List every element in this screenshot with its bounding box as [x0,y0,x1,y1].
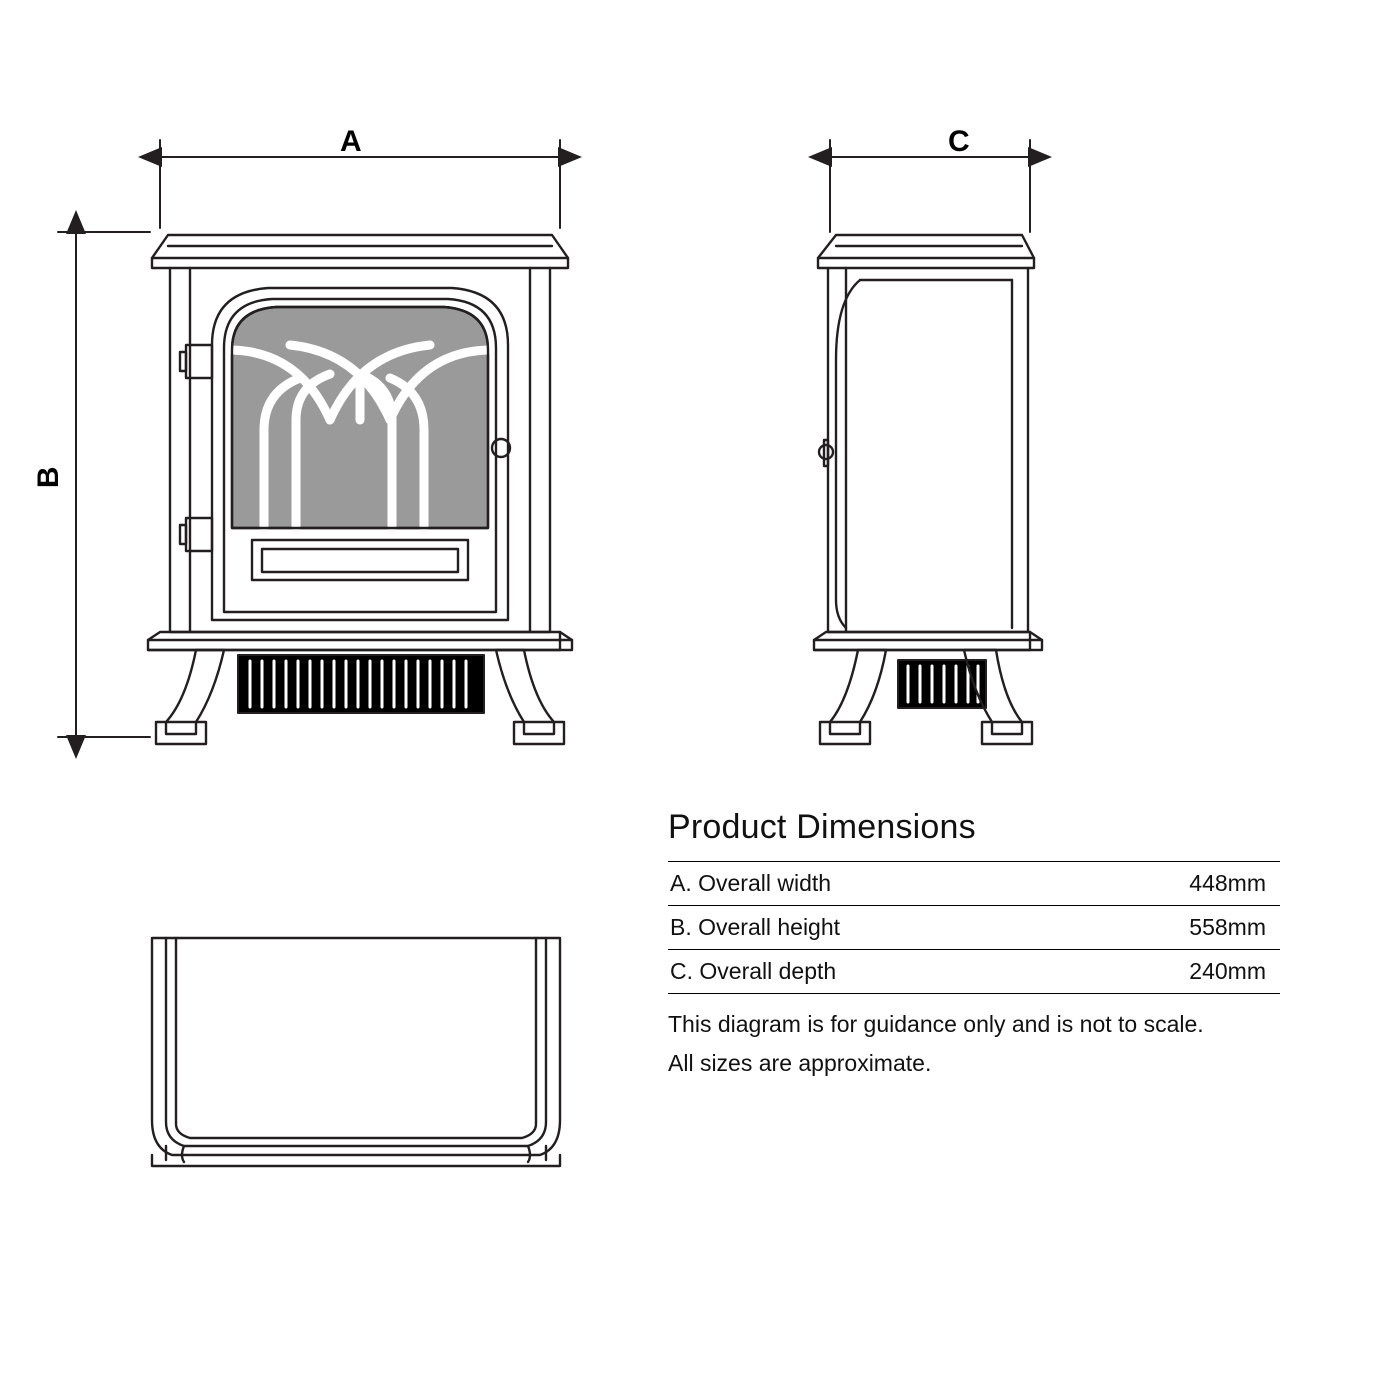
top-plan-view [152,938,560,1166]
side-elevation-view [814,235,1042,744]
dimensions-table [668,861,1280,994]
dimension-value-cell: 448mm [1189,870,1266,896]
page-title: Product Dimensions [668,808,976,846]
note-line: This diagram is for guidance only and is not to scale. [668,1011,1204,1037]
note-line: All sizes are approximate. [668,1050,932,1077]
dimension-line-depth [830,140,1030,232]
dimension-label-cell: C. Overall depth [670,958,837,984]
glass-panel [232,307,488,528]
table-row [668,862,1280,906]
front-elevation-view [148,235,572,744]
table-row [668,950,1280,994]
dimension-label-depth: C [948,125,971,158]
disclaimer-notes [668,1008,1280,1081]
dimension-value-cell: 558mm [1189,914,1266,940]
dimension-label-cell: A. Overall width [670,870,832,896]
product-dimensions-panel [668,808,1280,1087]
dimension-line-height [58,232,150,737]
dimension-label-width: A [340,125,363,158]
dimension-value-cell: 240mm [1189,958,1266,984]
vent-grille [238,655,484,713]
table-row [668,906,1280,950]
dimension-label-height: B [32,465,66,489]
dimension-label-cell: B. Overall height [670,914,841,940]
